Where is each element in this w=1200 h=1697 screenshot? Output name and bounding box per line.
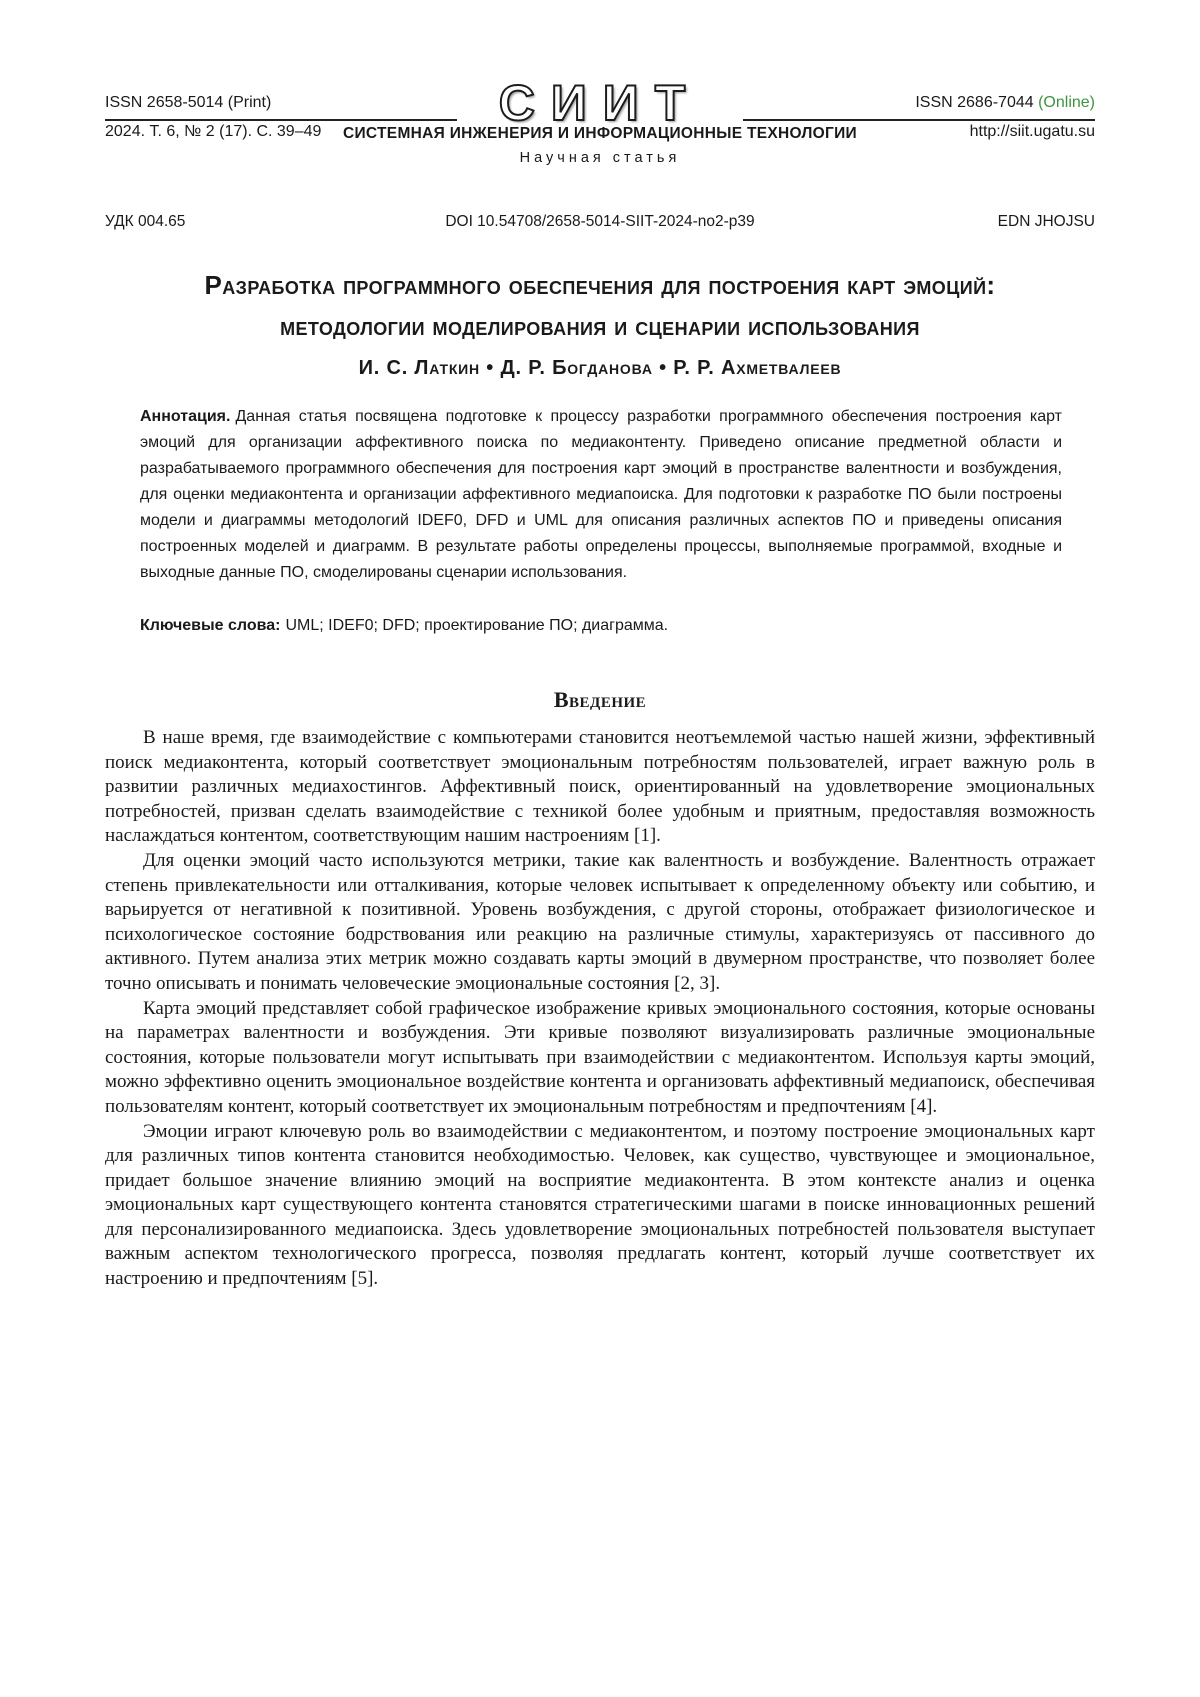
keywords-text: UML; IDEF0; DFD; проектирование ПО; диаграмма. xyxy=(285,617,669,634)
udc-code: УДК 004.65 xyxy=(105,213,186,230)
article-title-line2: методологии моделирования и сценарии использования xyxy=(280,311,920,341)
issn-online: ISSN 2686-7044 (Online) xyxy=(915,94,1095,111)
introduction-body xyxy=(105,726,1095,1292)
article-title xyxy=(105,265,1095,347)
abstract-block xyxy=(140,404,1062,586)
authors-line: И. С. Латкин • Д. Р. Богданова • Р. Р. Ахметвалеев xyxy=(358,357,842,379)
volume-info: 2024. Т. 6, № 2 (17). С. 39–49 xyxy=(105,123,322,140)
intro-paragraph: В наше время, где взаимодействие с компьютерами становится неотъемлемой частью нашей жизни, эффективный поиск медиаконтента, который соответствует эмоциональным потребностям пользователей, играет важную роль в развитии различных медиахостингов. Аффективный поиск, ориентированный на удовлетворение эмоциональных потребностей, призван сделать взаимодействие с техникой более удобным и приятным, предоставляя возможность наслаждаться контентом, соответствующим нашим настроениям [1]. xyxy=(105,727,1095,847)
header-right-block xyxy=(915,94,1095,141)
section-heading-introduction: Введение xyxy=(553,687,647,712)
header-left-block xyxy=(105,94,321,141)
keywords-block xyxy=(140,613,1062,639)
article-type-label: Научная статья xyxy=(519,150,681,166)
journal-website-link[interactable]: http://siit.ugatu.su xyxy=(969,123,1095,140)
intro-paragraph: Для оценки эмоций часто используются метрики, такие как валентность и возбуждение. Валентность отражает степень привлекательности или отталкивания, которые человек испытывает к определенному объекту или событию, и варьируется от негативной к позитивной. Уровень возбуждения, с другой стороны, отображает физиологическое и психологическое состояние бодрствования или реакцию на различные стимулы, характеризуясь от пассивного до активного. Путем анализа этих метрик можно создавать карты эмоций в двумерном пространстве, что позволяет более точно описывать и понимать человеческие эмоциональные состояния [2, 3]. xyxy=(105,849,1095,994)
journal-logo: СИИТ xyxy=(498,75,702,131)
article-title-line1: Разработка программного обеспечения для построения карт эмоций: xyxy=(204,270,996,300)
abstract-label: Аннотация. xyxy=(140,408,231,425)
journal-header xyxy=(105,75,1095,166)
intro-paragraph: Карта эмоций представляет собой графическое изображение кривых эмоционального состояния, которые основаны на параметрах валентности и возбуждения. Эти кривые позволяют визуализировать различные эмоциональные состояния, которые пользователи могут испытывать при взаимодействии с медиаконтентом. Используя карты эмоций, можно эффективно оценить эмоциональное воздействие контента и организовать аффективный медиапоиск, обеспечивая пользователям контент, который соответствует их эмоциональным потребностям и предпочтениям [4]. xyxy=(105,997,1095,1117)
issn-print: ISSN 2658-5014 (Print) xyxy=(105,94,272,111)
intro-paragraph: Эмоции играют ключевую роль во взаимодействии с медиаконтентом, и поэтому построение эмоциональных карт для различных типов контента становится необходимостью. Человек, как существо, чувствующее и эмоциональное, придает большое значение влиянию эмоций на восприятие медиаконтента. В этом контексте анализ и оценка эмоциональных карт существующего контента становятся стратегическими шагами в поиске инновационных решений для персонализированного медиапоиска. Здесь удовлетворение эмоциональных потребностей пользователя выступает важным аспектом технологического прогресса, позволяя предлагать контент, который лучше соответствует их настроению и предпочтениям [5]. xyxy=(105,1120,1095,1290)
edn-code: EDN JHOJSU xyxy=(997,213,1095,230)
meta-row xyxy=(105,213,1095,231)
doi-code: DOI 10.54708/2658-5014-SIIT-2024-no2-p39 xyxy=(445,213,755,230)
abstract-text: Данная статья посвящена подготовке к процессу разработки программного обеспечения построения карт эмоций для организации аффективного поиска по медиаконтенту. Приведено описание предметной области и разрабатываемого программного обеспечения для построения карт эмоций в пространстве валентности и возбуждения, для оценки медиаконтента и организации аффективного медиапоиска. Для подготовки к разработке ПО были построены модели и диаграммы методологий IDEF0, DFD и UML для описания различных аспектов ПО и приведены описания построенных моделей и диаграмм. В результате работы определены процессы, выполняемые программой, входные и выходные данные ПО, смоделированы сценарии использования. xyxy=(140,408,1062,581)
journal-name: СИСТЕМНАЯ ИНЖЕНЕРИЯ И ИНФОРМАЦИОННЫЕ ТЕХНОЛОГИИ xyxy=(343,125,857,142)
keywords-label: Ключевые слова: xyxy=(140,617,281,634)
issn-online-suffix: (Online) xyxy=(1038,94,1095,111)
